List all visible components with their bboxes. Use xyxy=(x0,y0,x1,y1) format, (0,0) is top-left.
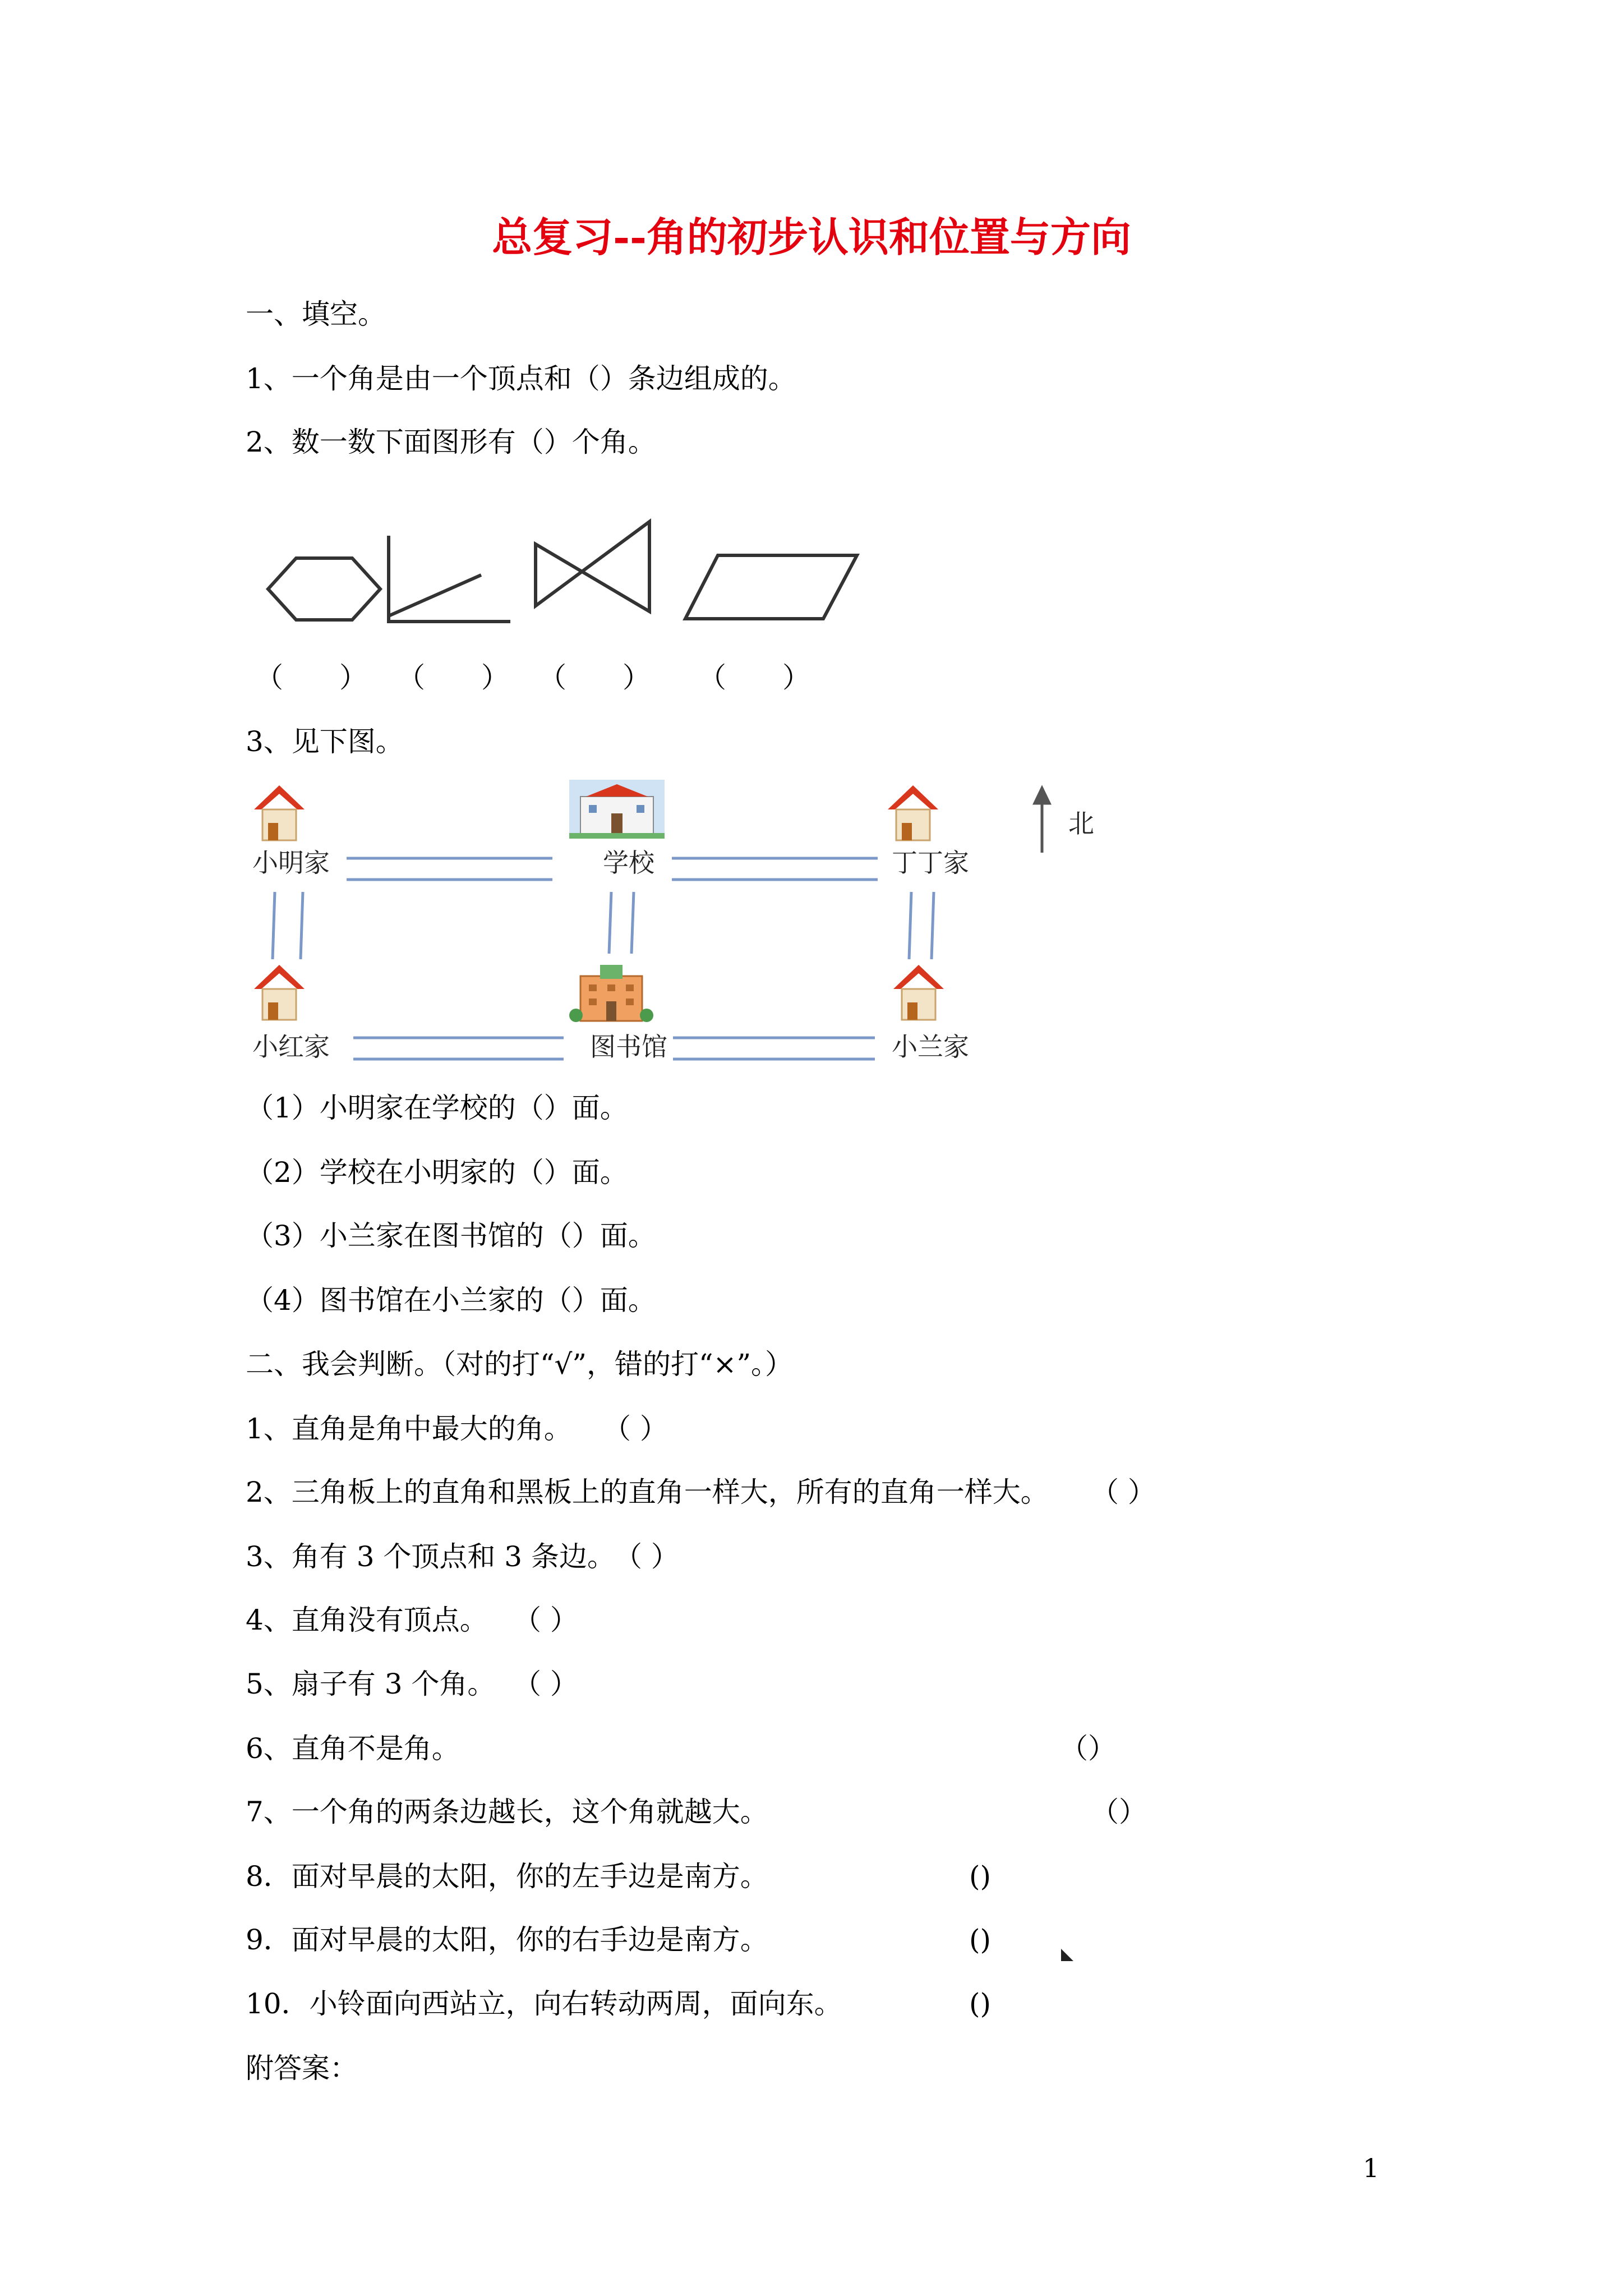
sub-question-1: （1）小明家在学校的（）面。 xyxy=(246,1092,628,1124)
library-building-icon xyxy=(569,962,653,1024)
judge-item-3: 3、角有 3 个顶点和 3 条边。 xyxy=(246,1540,616,1573)
question-1: 1、一个角是由一个顶点和（）条边组成的。 xyxy=(246,362,796,395)
judge-mark-2: （ ） xyxy=(1091,1476,1156,1508)
judge-mark-10: () xyxy=(969,1987,992,2020)
question-2: 2、数一数下面图形有（）个角。 xyxy=(246,426,656,458)
label-dingding-home: 丁丁家 xyxy=(892,848,969,878)
label-xiaolan-home: 小兰家 xyxy=(892,1032,969,1062)
label-school: 学校 xyxy=(603,848,654,878)
blank-1: （ ） xyxy=(255,661,367,694)
judge-item-6: 6、直角不是角。 xyxy=(246,1732,460,1765)
page-title: 总复习--角的初步认识和位置与方向 xyxy=(492,213,1131,261)
judge-item-9: 9．面对早晨的太阳，你的右手边是南方。 xyxy=(246,1924,768,1956)
judge-item-8: 8．面对早晨的太阳，你的左手边是南方。 xyxy=(246,1860,768,1893)
sub-question-3: （3）小兰家在图书馆的（）面。 xyxy=(246,1220,656,1252)
judge-mark-5: （ ） xyxy=(513,1668,578,1700)
blank-3: （ ） xyxy=(538,661,651,694)
answer-heading: 附答案： xyxy=(246,2052,358,2085)
sub-question-4: （4）图书馆在小兰家的（）面。 xyxy=(246,1284,656,1317)
school-building-icon xyxy=(569,780,665,839)
house-icon xyxy=(885,783,941,844)
section2-heading: 二、我会判断。（对的打“√”，错的打“×”。） xyxy=(246,1348,794,1381)
judge-item-5: 5、扇子有 3 个角。 xyxy=(246,1668,496,1700)
label-library: 图书馆 xyxy=(590,1032,667,1062)
small-triangle-mark xyxy=(1059,1947,1076,1963)
judge-item-10: 10．小铃面向西站立，向右转动两周，面向东。 xyxy=(246,1987,842,2020)
house-icon xyxy=(251,962,307,1024)
direction-map xyxy=(0,0,1623,1094)
north-label: 北 xyxy=(1068,808,1094,839)
blank-4: （ ） xyxy=(698,661,810,694)
judge-mark-3: （ ） xyxy=(614,1540,679,1573)
judge-mark-1: （ ） xyxy=(603,1412,668,1445)
roads xyxy=(273,858,934,1059)
page-number: 1 xyxy=(1363,2153,1380,2183)
blank-2: （ ） xyxy=(397,661,509,694)
house-icon xyxy=(251,783,307,844)
judge-mark-8: () xyxy=(969,1860,992,1893)
judge-mark-9: () xyxy=(969,1924,992,1956)
judge-mark-6: （） xyxy=(1060,1732,1116,1765)
label-xiaoming-home: 小明家 xyxy=(252,848,330,878)
house-icon xyxy=(891,962,947,1024)
sub-question-2: （2）学校在小明家的（）面。 xyxy=(246,1156,628,1189)
label-xiaohong-home: 小红家 xyxy=(252,1032,330,1062)
judge-item-2: 2、三角板上的直角和黑板上的直角一样大，所有的直角一样大。 xyxy=(246,1476,1049,1508)
judge-item-7: 7、一个角的两条边越长，这个角就越大。 xyxy=(246,1796,768,1828)
north-arrow xyxy=(1035,788,1049,853)
judge-item-1: 1、直角是角中最大的角。 xyxy=(246,1412,572,1445)
section1-heading: 一、填空。 xyxy=(246,298,386,330)
judge-item-4: 4、直角没有顶点。 xyxy=(246,1604,488,1636)
question-3: 3、见下图。 xyxy=(246,725,404,758)
judge-mark-4: （ ） xyxy=(513,1604,578,1636)
judge-mark-7: （） xyxy=(1091,1796,1147,1828)
